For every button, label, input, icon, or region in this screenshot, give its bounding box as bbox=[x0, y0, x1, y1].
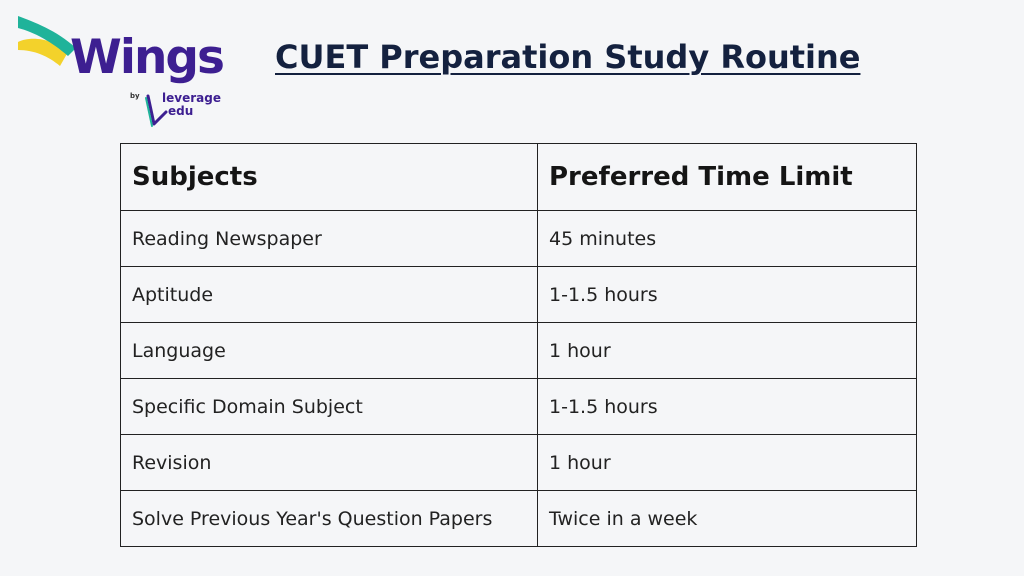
subject-cell: Reading Newspaper bbox=[121, 211, 538, 267]
subject-cell: Solve Previous Year's Question Papers bbox=[121, 491, 538, 547]
table-row bbox=[121, 491, 917, 547]
logo-brand-line1: leverage bbox=[162, 91, 221, 105]
time-limit-cell: 1 hour bbox=[538, 435, 917, 491]
subject-cell: Specific Domain Subject bbox=[121, 379, 538, 435]
table-row bbox=[121, 323, 917, 379]
study-routine-table bbox=[120, 143, 917, 547]
table-row bbox=[121, 435, 917, 491]
table-row bbox=[121, 267, 917, 323]
wings-logo bbox=[16, 12, 226, 130]
header-preferred-time-limit: Preferred Time Limit bbox=[538, 144, 917, 211]
table-row bbox=[121, 379, 917, 435]
logo-brand-line2: edu bbox=[168, 104, 194, 118]
time-limit-cell: Twice in a week bbox=[538, 491, 917, 547]
time-limit-cell: 1-1.5 hours bbox=[538, 379, 917, 435]
logo-wordmark: Wings bbox=[70, 30, 224, 85]
subject-cell: Revision bbox=[121, 435, 538, 491]
logo-by-text: by bbox=[130, 92, 140, 100]
table-header-row bbox=[121, 144, 917, 211]
time-limit-cell: 1 hour bbox=[538, 323, 917, 379]
time-limit-cell: 45 minutes bbox=[538, 211, 917, 267]
time-limit-cell: 1-1.5 hours bbox=[538, 267, 917, 323]
subject-cell: Aptitude bbox=[121, 267, 538, 323]
page-title: CUET Preparation Study Routine bbox=[275, 38, 861, 76]
subject-cell: Language bbox=[121, 323, 538, 379]
header-subjects: Subjects bbox=[121, 144, 538, 211]
table-row bbox=[121, 211, 917, 267]
